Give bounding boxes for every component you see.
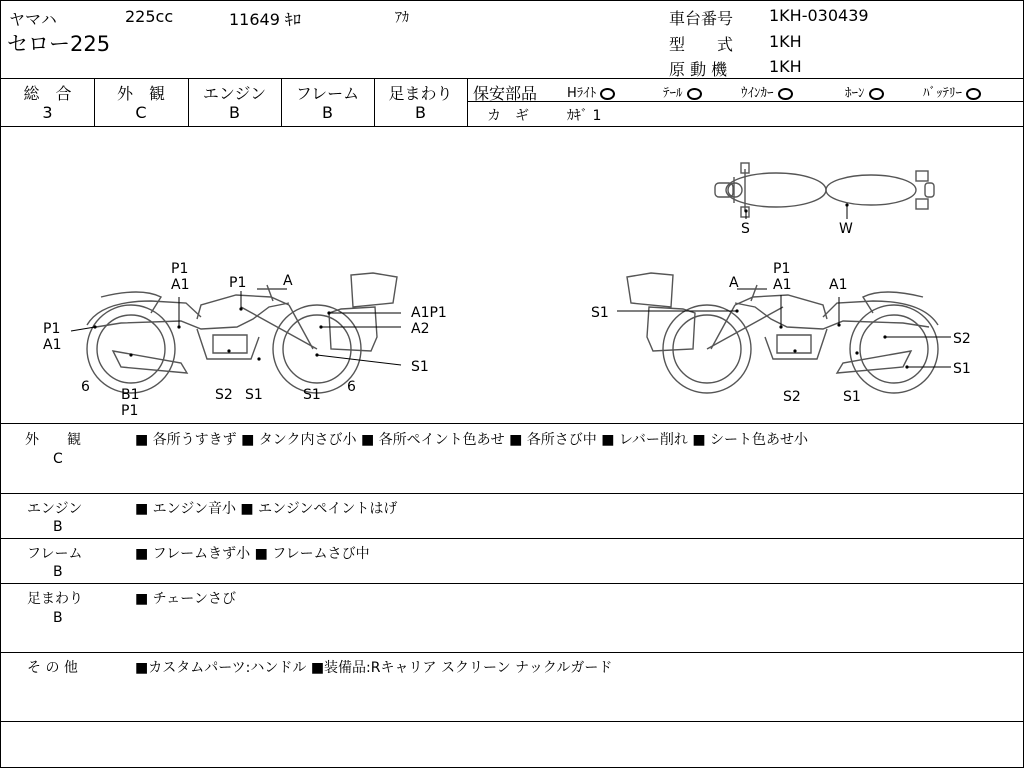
remark-text: ■ フレームきず小 ■ フレームさび中 [135,546,370,562]
diagram-mark: S1 [411,359,429,375]
grade-value: C [135,103,147,122]
diagram-mark: P1 [43,321,61,337]
displacement: 225cc [125,7,174,26]
safety-item-battery: ﾊﾞｯﾃﾘｰ [923,82,981,101]
diagram-mark: A1 [829,277,848,293]
safety-item-horn: ﾎｰﾝ [845,82,884,101]
mileage: 11649 ｷﾛ [229,10,301,29]
diagram-mark: P1 [171,261,189,277]
damage-diagram [1,127,1023,423]
remark-grade: B [53,519,63,535]
grade-label: 総 合 [23,84,72,103]
diagram-mark: A1P1 [411,305,447,321]
grade-label: 外 観 [116,84,165,103]
remark-label: 外 観 [25,432,81,448]
remark-text: ■ チェーンさび [135,591,236,607]
diagram-mark: A1 [171,277,190,293]
diagram-mark: A2 [411,321,430,337]
remark-grade: C [53,451,63,467]
type-label: 型 式 [669,35,734,54]
safety-item-tail: ﾃｰﾙ [663,82,702,101]
diagram-mark: A1 [43,337,62,353]
color: ｱｶ [395,10,409,26]
diagram-mark: A [283,273,293,289]
engine-value: 1KH [769,57,802,76]
diagram-mark: B1 [121,387,140,403]
ok-mark-icon [869,88,884,100]
grade-value: 3 [42,103,53,122]
diagram-mark: S2 [215,387,233,403]
diagram-mark: S2 [953,331,971,347]
grade-value: B [415,103,426,122]
remark-grade: B [53,610,63,626]
remark-grade: B [53,564,63,580]
key-value: ｶｷﾞ 1 [567,108,602,124]
diagram-mark: 6 [347,379,356,395]
grade-label: 足まわり [388,84,453,103]
diagram-mark: S [741,221,750,237]
diagram-mark: P1 [773,261,791,277]
diagram-mark: 6 [81,379,90,395]
diagram-mark: P1 [121,403,139,419]
key-label: カ ギ [487,108,529,124]
diagram-mark: P1 [229,275,247,291]
maker: ヤマハ [9,10,57,29]
safety-item-winker: ｳｲﾝｶｰ [741,82,793,101]
frame-no: 1KH-030439 [769,6,869,25]
type-value: 1KH [769,32,802,51]
ok-mark-icon [600,88,615,100]
remark-text: ■ 各所うすきず ■ タンク内さび小 ■ 各所ペイント色あせ ■ 各所さび中 ■ レバー削れ ■ シート色あせ小 [135,432,809,448]
diagram-mark: S1 [591,305,609,321]
motorcycle-left-side-icon [87,273,397,393]
remark-label: 足まわり [27,591,83,607]
frame-no-label: 車台番号 [669,9,734,28]
safety-item-headlight: Hﾗｲﾄ [567,82,615,101]
remark-text: ■ エンジン音小 ■ エンジンペイントはげ [135,501,398,517]
ok-mark-icon [966,88,981,100]
grade-value: B [322,103,333,122]
diagram-mark: W [839,221,853,237]
diagram-mark: S1 [953,361,971,377]
remark-label: そ の 他 [27,660,78,676]
diagram-mark: S1 [245,387,263,403]
safety-label: 保安部品 [473,84,538,103]
ok-mark-icon [778,88,793,100]
model-name: セロー225 [7,32,111,56]
grade-value: B [229,103,240,122]
diagram-mark: S2 [783,389,801,405]
grade-label: エンジン [202,84,267,103]
engine-label: 原 動 機 [669,60,728,79]
remark-text: ■カスタムパーツ:ハンドル ■装備品:Rキャリア スクリーン ナックルガード [135,660,613,676]
diagram-mark: A [729,275,739,291]
grade-label: フレーム [295,84,360,103]
diagram-mark: S1 [843,389,861,405]
remark-label: エンジン [27,501,83,517]
remark-label: フレーム [27,546,83,562]
diagram-mark: A1 [773,277,792,293]
motorcycle-top-view-icon [715,163,934,217]
diagram-mark: S1 [303,387,321,403]
ok-mark-icon [687,88,702,100]
